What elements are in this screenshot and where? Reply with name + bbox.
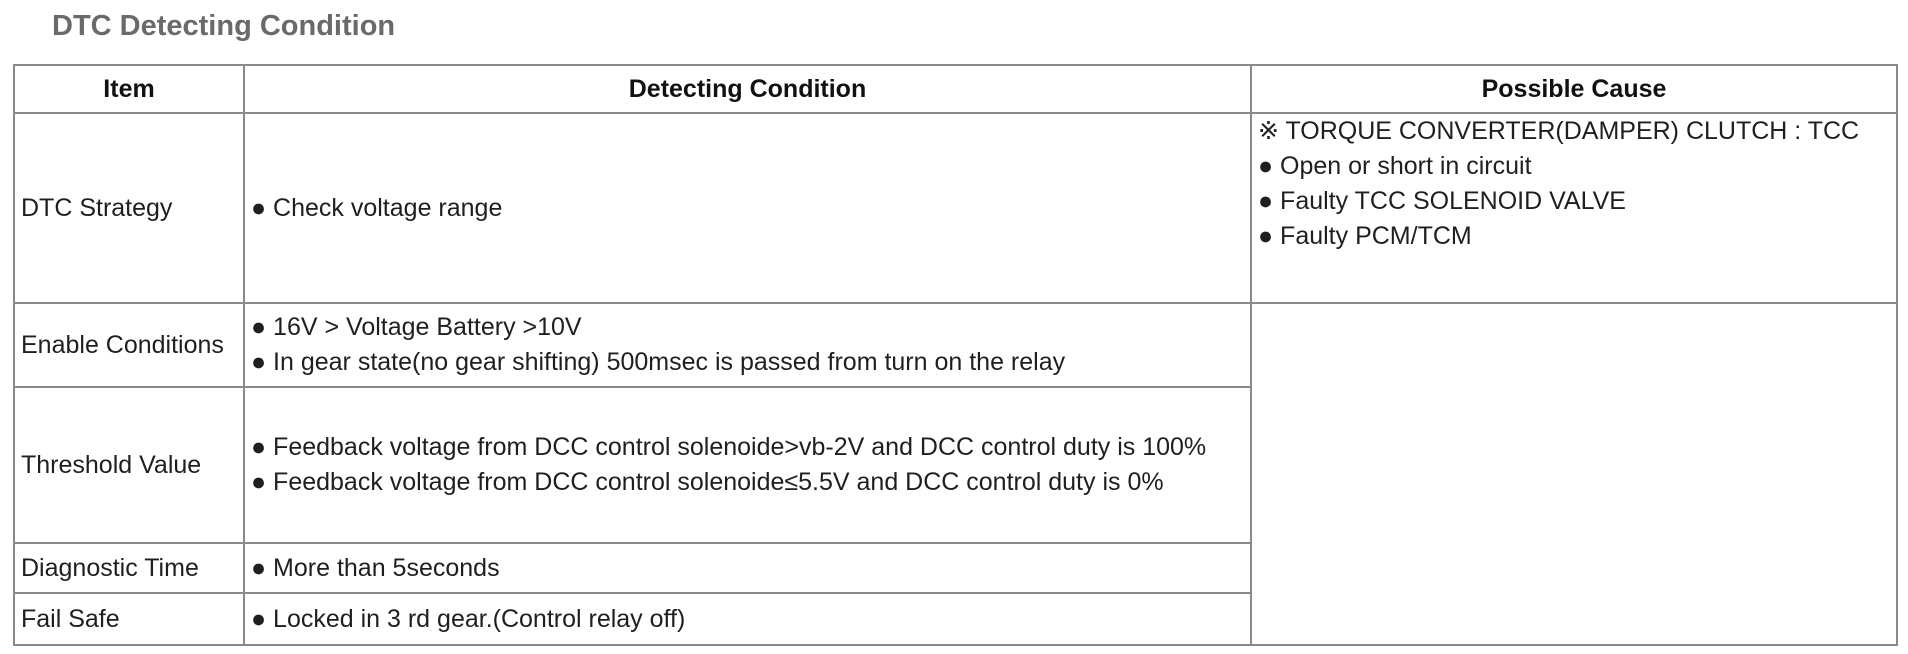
table-row [14,113,1897,303]
header-item: Item [14,65,244,113]
page-title: DTC Detecting Condition [52,10,396,42]
row-condition [244,387,1251,543]
dtc-table [13,64,1898,646]
row-item-label: Fail Safe [14,593,244,645]
row-condition [244,113,1251,303]
condition-line: ● Feedback voltage from DCC control solenoide>vb-2V and DCC control duty is 100% [251,433,1207,461]
header-detecting-condition: Detecting Condition [244,65,1251,113]
condition-line: ● Locked in 3 rd gear.(Control relay off) [251,604,686,633]
cause-line: ● Open or short in circuit [1258,152,1532,180]
row-condition [244,593,1251,645]
cause-line: ● Faulty TCC SOLENOID VALVE [1258,187,1626,215]
row-item-label: DTC Strategy [14,113,244,303]
row-item-label: Enable Conditions [14,303,244,387]
row-item-label: Threshold Value [14,387,244,543]
condition-line: ● 16V > Voltage Battery >10V [251,313,582,341]
condition-line: ● Check voltage range [251,193,503,222]
row-condition [244,303,1251,387]
condition-line: ● More than 5seconds [251,553,500,582]
condition-line: ● In gear state(no gear shifting) 500msec is passed from turn on the relay [251,348,1066,376]
row-item-label: Diagnostic Time [14,543,244,593]
condition-line: ● Feedback voltage from DCC control solenoide≤5.5V and DCC control duty is 0% [251,468,1164,496]
possible-cause-empty [1251,303,1897,645]
row-condition [244,543,1251,593]
table-row [14,303,1897,387]
cause-line: ● Faulty PCM/TCM [1258,222,1472,250]
table-header-row [14,65,1897,113]
possible-cause-strategy [1251,113,1897,303]
header-possible-cause: Possible Cause [1251,65,1897,113]
cause-line: ※ TORQUE CONVERTER(DAMPER) CLUTCH : TCC [1258,117,1860,145]
